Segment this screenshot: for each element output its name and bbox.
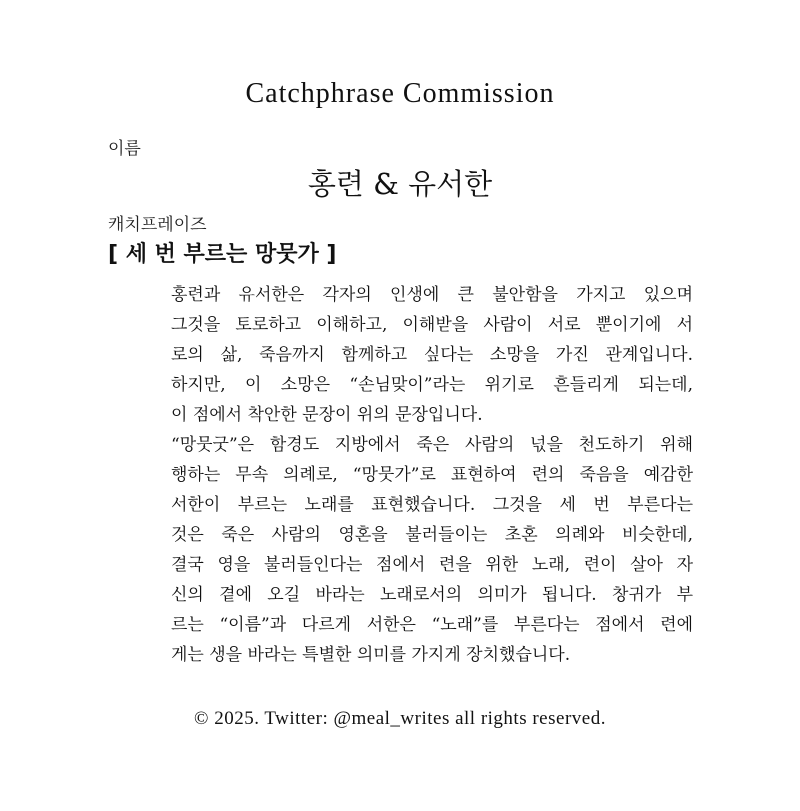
character-names: 홍련 & 유서한 [307, 167, 493, 201]
paragraph-2 [171, 430, 693, 670]
text-line: 하지만, 이 소망은 “손님맞이”라는 위기로 흔들리게 되는데, [171, 375, 693, 395]
text-line: 홍련과 유서한은 각자의 인생에 큰 불안함을 가지고 있으며 [171, 285, 693, 305]
text-line: 신의 곁에 오길 바라는 노래로서의 의미가 됩니다. 창귀가 부 [171, 585, 693, 605]
name-label: 이름 [108, 139, 141, 159]
text-line: 것은 죽은 사람의 영혼을 불러들이는 초혼 의례와 비슷한데, [171, 525, 693, 545]
text-line: 로의 삶, 죽음까지 함께하고 싶다는 소망을 가진 관계입니다. [171, 345, 693, 365]
catchphrase-text: [ 세 번 부르는 망뭇가 ] [108, 242, 337, 267]
text-line: 결국 영을 불러들인다는 점에서 련을 위한 노래, 련이 살아 자 [171, 555, 693, 575]
catchphrase-label: 캐치프레이즈 [108, 215, 207, 235]
text-line: 서한이 부르는 노래를 표현했습니다. 그것을 세 번 부른다는 [171, 495, 693, 515]
text-line: 르는 “이름”과 다르게 서한은 “노래”를 부른다는 점에서 련에 [171, 615, 693, 635]
copyright-footer: © 2025. Twitter: @meal_writes all rights reserved. [194, 708, 606, 729]
text-line: 이 점에서 착안한 문장이 위의 문장입니다. [171, 405, 483, 425]
text-line: 행하는 무속 의례로, “망뭇가”로 표현하여 련의 죽음을 예감한 [171, 465, 693, 485]
paragraph-1 [171, 280, 693, 430]
page-title: Catchphrase Commission [245, 78, 555, 109]
description-body [171, 280, 693, 670]
text-line: “망뭇굿”은 함경도 지방에서 죽은 사람의 넋을 천도하기 위해 [171, 435, 693, 455]
text-line: 게는 생을 바라는 특별한 의미를 가지게 장치했습니다. [171, 645, 571, 665]
text-line: 그것을 토로하고 이해하고, 이해받을 사람이 서로 뿐이기에 서 [171, 315, 693, 335]
